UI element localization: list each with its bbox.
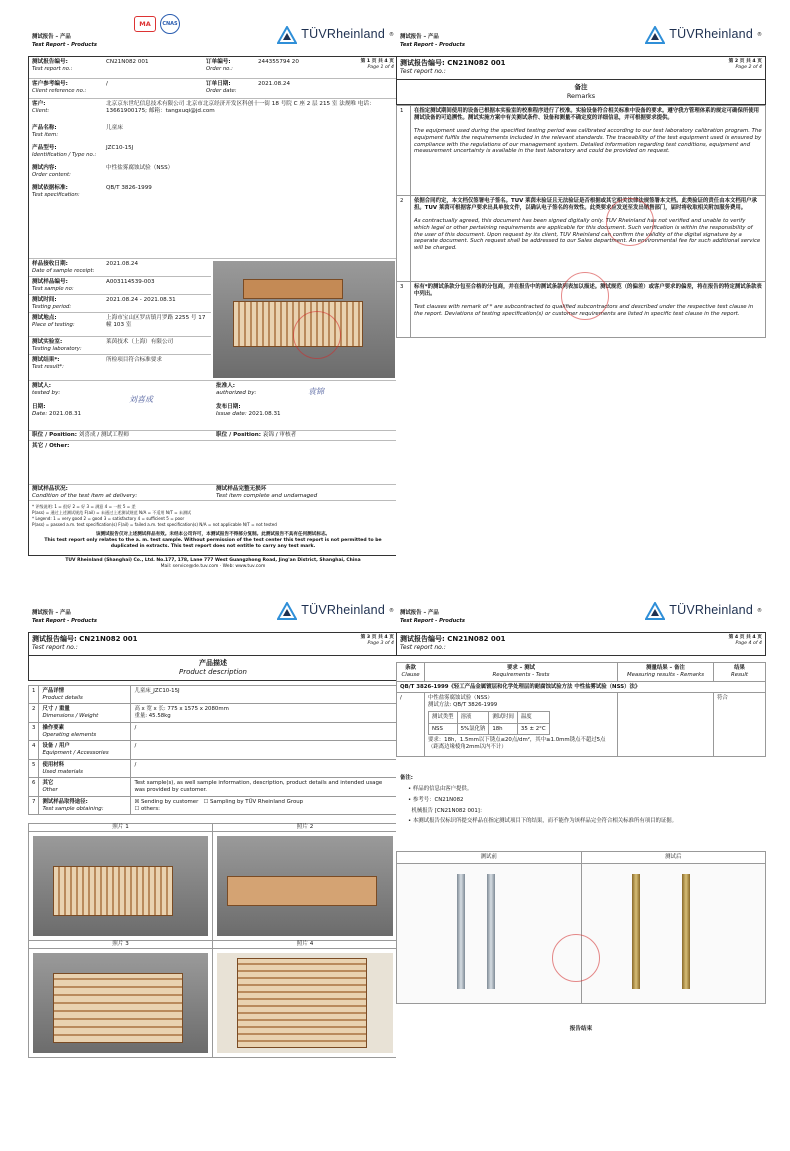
photo-grid: 照片 1 照片 2 照片 3 照片 4: [28, 823, 398, 1058]
company-stamp: [293, 311, 341, 359]
cover-table: 测试报告编号: Test report no.: CN21N082 001 订单编号: Order no.: 244355794 20 第 1 页 共 4 页 Page 1 of 4 客户参考编号: Client reference no.: / 订单日期: Order date: 2021.08.24 客户: Client: 北京京东世纪信息技术有限公司 北京市北京经济开发区科创十一街 18 号院 C 座 2 层 215 室 法规唯 电话：13661900175; 邮箱：tangxuqi@jd.com 产品名称: Test item: 儿童床 产品型号: Identification / Type no.: JZC10-15J 测试内容: Order content: 中性盐雾腐蚀试验（NSS） 测试依据标准: Test specification: QB/T 3826-1999 样品接收日期: Date of sample receipt: 2021.08.24 测试样品编号: Test sample no: A003114539-003 测试时间: Testing period: 2021.08.24 - 2021.08.31 测试地点: Place of testing: 上海市宝山区罗店镇月罗路 2255 号 17 幢 103 室 测试实验室: Testing laboratory: 莱茵技术（上海）有限公司 测试结果*: Test result*: 所检项目符合标准要求 测试人: tested by: 日期: Date: 2021.08.31 刘喜成 批准人: authorized by: 发布日期: Issue date: 2021.08.31 袁锦 职位 / Position: 刘喜成 / 测试工程师 职位 / Position: 袁锦 / 审核者 其它 / Other: 测试样品状况: Condition of the test item at delivery: 测试样品完整无损坏 Test item complete and undamaged * 评级说明: 1 = 很好 2 = 好 3 = 满意 4 = 一般 5 = 差 P(ass) = 通过上述测试规范 F(ail) = 未通过上述测试规范 N/A = 不适用 N/T = 未测试 * Legend: 1 = very good 2 = good 3 = satisfactory 4 = sufficient 5 = poor P(ass) = passed a.m. test specification(s) F(ail) = failed a.m. test specification(s) N/A = not applicable N/T = not tested 该测试报告仅对上述测试样品有效。未经本公司许可，本测试报告不得部分复制。此测试报告不具有任何测试标志。 This test report only relates to the a. m. test sample. Without permission of the test center this test report is not permitted to be duplicated in extracts. This test report does not entitle to carry any test mark.: [28, 56, 398, 556]
category-cn: 测试报告 – 产品: [32, 34, 71, 40]
tuv-triangle-icon: [277, 26, 297, 44]
section-title: 产品描述 Product description: [28, 656, 398, 681]
dimensions-weight: 高 x 宽 x 长: 775 x 1575 x 2080mm 重量: 45.58kg: [131, 704, 398, 723]
order-date: 2021.08.24: [258, 81, 291, 87]
disclaimer-cn: 该测试报告仅对上述测试样品有效。未经本公司许可，本测试报告不得部分复制。此测试报告不具有任何测试标志。: [95, 532, 331, 538]
other-label: 其它 / Other:: [32, 443, 70, 449]
before-after-table: 测试前 测试后: [396, 851, 766, 1004]
report-end: 报告结束: [569, 1025, 593, 1032]
remarks-table: 1 在指定测试期间使用的设备已根据本实验室的校准程序进行了校准。实验设备符合相关标准中设备的要求。遵守我方管理体系的规定可确保所使用测试设备的可追溯性。测试实施方案中有关测试条件、设备和测量不确定度的详细信息，并可根据要求提供。 The equipment used during the specified testing period was calibrated according to our test laboratory calibration program. The equipment fulfils the requirements included in the relevant standards. The traceability of the test equipment used is ensured by compliance with the regulations of our management system. Detailed information regarding test conditions, equipment and measurement uncertainty is available in the test laboratory and could be provided on request. 2 依据合同约定，本文档仅签署电子签名。TUV 莱茵未验证且无法验证是否根据或其它相关法律法规签署本文档。此类验证的责任由本文档用户承担。TUV 莱茵可根据客户要求出具单独文件，以确认电子签名的有效性。此类要求应发送至发出销售部门，届时将收取相关附加服务费用。 As contractually agreed, this document has been signed digitally only. TUV Rheinland has not verified and unable to verify which legal or other pertaining requirements are applicable for this document. Such verification is within the responsibility of the user of this document. Upon request by its client, TUV Rheinland can confirm the validity of the digital signature by a separate document. Such request shall be addressed to our Sales department. An environmental fee for such additional service will be charged. 3 标有*的测试条款分包至合格的分包商，并在报告中的测试条款列表加以描述。测试规范（的偏差）或客户要求的偏差，将在报告的特定测试条款表中列出。 Test clauses with remark of * are subcontracted to qualified subcontractors and described under the respective test clause in the report. Deviations of testing specification(s) or customer requirements are listed in specific test clause in the report.: [396, 105, 766, 338]
sample-number: A003114539-003: [106, 279, 155, 285]
tuv-logo: TÜVRheinland ®: [645, 26, 762, 44]
tuv-logo: TÜVRheinland ®: [645, 602, 762, 620]
report-number-bar: 测试报告编号: CN21N082 001 Test report no.: 第 4 页 共 4 页 Page 4 of 4: [396, 632, 766, 656]
tuv-triangle-icon: [645, 602, 665, 620]
page-header: [28, 8, 398, 56]
page-header: 测试报告 – 产品 Test Report - Products TÜVRheinland ®: [32, 603, 394, 624]
order-number: 244355794 20: [258, 59, 299, 65]
order-content: 中性盐雾腐蚀试验（NSS）: [106, 165, 174, 171]
testing-lab: 莱茵技术（上海）有限公司: [106, 339, 174, 345]
category-en: Test Report - Products: [32, 42, 97, 48]
company-stamp: [552, 934, 600, 982]
standard-title: QB/T 3826-1999《轻工产品金属镀层和化学处理层的耐腐蚀试验方法 中性盐雾试验（NSS）法》: [397, 681, 766, 693]
after-photo: [581, 863, 766, 1003]
report-number-bar: 测试报告编号: CN21N082 001 Test report no.: 第 2 页 共 4 页 Page 2 of 4: [396, 56, 766, 80]
testing-period: 2021.08.24 - 2021.08.31: [106, 297, 176, 303]
place-of-testing: 上海市宝山区罗店镇月罗路 2255 号 17 幢 103 室: [106, 315, 206, 328]
accreditation-marks: [134, 14, 180, 34]
report-page-2: [396, 8, 766, 568]
cma-mark-icon: MA: [134, 16, 156, 32]
client-address: 北京市北京经济开发区科创十一街 18 号院 C 座 2 层 215 室 法规唯 电话：13661900175; 邮箱：tangxuqi@jd.com: [106, 101, 375, 114]
product-name: 儿童床: [106, 125, 123, 131]
brand-name: TÜVRheinland: [301, 27, 385, 42]
tuv-logo: TÜVRheinland ®: [277, 602, 394, 620]
client-name: 北京京东世纪信息技术有限公司: [106, 101, 185, 107]
product-type: JZC10-15J: [106, 145, 134, 151]
report-page-1: [28, 8, 398, 568]
tuv-triangle-icon: [277, 602, 297, 620]
page-header: 测试报告 – 产品 Test Report - Products TÜVRheinland ®: [400, 27, 762, 48]
report-number-bar: 测试报告编号: CN21N082 001 Test report no.: 第 3 页 共 4 页 Page 3 of 4: [28, 632, 398, 656]
photo-3: [33, 953, 208, 1053]
results-table: 条款 Clause 要求 – 测试 Requirements - Tests 测量结果 – 备注 Measuring results - Remarks 结果 Result QB/T 3826-1999《轻工产品金属镀层和化学处理层的耐腐蚀试验方法 中性盐雾试验（NSS）法》 / 中性盐雾腐蚀试验（NSS） 测试方法: QB/T 3826-1999 测试类型 溶液 测试时间 温度 NSS 5%氯化钠 18h 35 ± 2°C 要求：18h，1.5mm以下锈点≤20点/dm²，其中≥1.0mm锈点不超过5点（距离边缘棱角2mm以内不计） 符合: [396, 662, 766, 757]
photo-4: [217, 953, 393, 1053]
tuv-triangle-icon: [645, 26, 665, 44]
page-header: 测试报告 – 产品 Test Report - Products TÜVRheinland ®: [400, 603, 762, 624]
report-page-4: [396, 584, 766, 1144]
test-result: 所检项目符合标准要求: [106, 357, 162, 363]
before-photo: [397, 863, 582, 1003]
result-verdict: 符合: [714, 693, 766, 757]
report-number: CN21N082 001: [106, 59, 149, 65]
approver-signature: 袁锦: [308, 387, 324, 396]
issue-date: 2021.08.31: [248, 410, 281, 417]
rating-legend: * 评级说明: 1 = 很好 2 = 好 3 = 满意 4 = 一般 5 = 差 P(ass) = 通过上述测试规范 F(ail) = 未通过上述测试规范 N/A = 不适用 N/T = 未测试 * Legend: 1 = very good 2 = good 3 = satisfactory 4 = sufficient 5 = poor P(ass) = passed a.m. test specification(s) F(ail) = failed a.m. test specification(s) N/A = not applicable N/T = not tested: [32, 504, 277, 528]
report-page-3: [28, 584, 398, 1144]
tester-signature: 刘喜成: [129, 395, 153, 404]
product-photo: [213, 261, 395, 378]
page-footer: TUV Rheinland (Shanghai) Co., Ltd. No.177, 178, Lane 777 West Guangzhong Road, Jing'an District, Shanghai, China Mail: service@de.tuv.com · Web: www.tuv.com: [65, 558, 361, 569]
photo-2: [217, 836, 393, 936]
tuv-logo: TÜVRheinland ®: [277, 26, 394, 44]
photo-1: [33, 836, 208, 936]
company-stamp: [561, 272, 609, 320]
disclaimer-en: This test report only relates to the a. m. test sample. Without permission of the test center this test report is not permitted to be duplicated in extracts. This test report does not entitle to carry any test mark.: [44, 538, 382, 549]
cnas-mark-icon: CNAS: [160, 14, 180, 34]
test-conditions-table: 测试类型 溶液 测试时间 温度 NSS 5%氯化钠 18h 35 ± 2°C: [428, 711, 550, 736]
test-specification: QB/T 3826-1999: [106, 185, 152, 191]
notes: 备注: • 样品的信息由客户提供。 • 参考号：CN21N082 机械报告 [CN21N082 001]： • 本测试报告仅标识所提交样品在指定测试项目下的结果，而不能作为该样品完全符合相关标准所有项目的证据。: [400, 775, 678, 825]
remarks-title: 备注 Remarks: [396, 80, 766, 105]
product-description-table: 1 产品详情 Product details 儿童床_JZC10-15J 2 尺寸 / 重量 Dimensions / Weight 高 x 宽 x 长: 775 x 1575 x 2080mm 重量: 45.58kg 3 操作要素 Operating elements / 4 设备 / 用户 Equipment / Accessories / 5 使用材料 Used materials / 6 其它 Other Test sample(s), as well sample information, description, product details and intended usage was provided by customer. 7 测试样品取得途径: Test sample obtaining: ☒ Sending by customer ☐ Sampling by TÜV Rheinland Group ☐ others:: [28, 685, 398, 816]
